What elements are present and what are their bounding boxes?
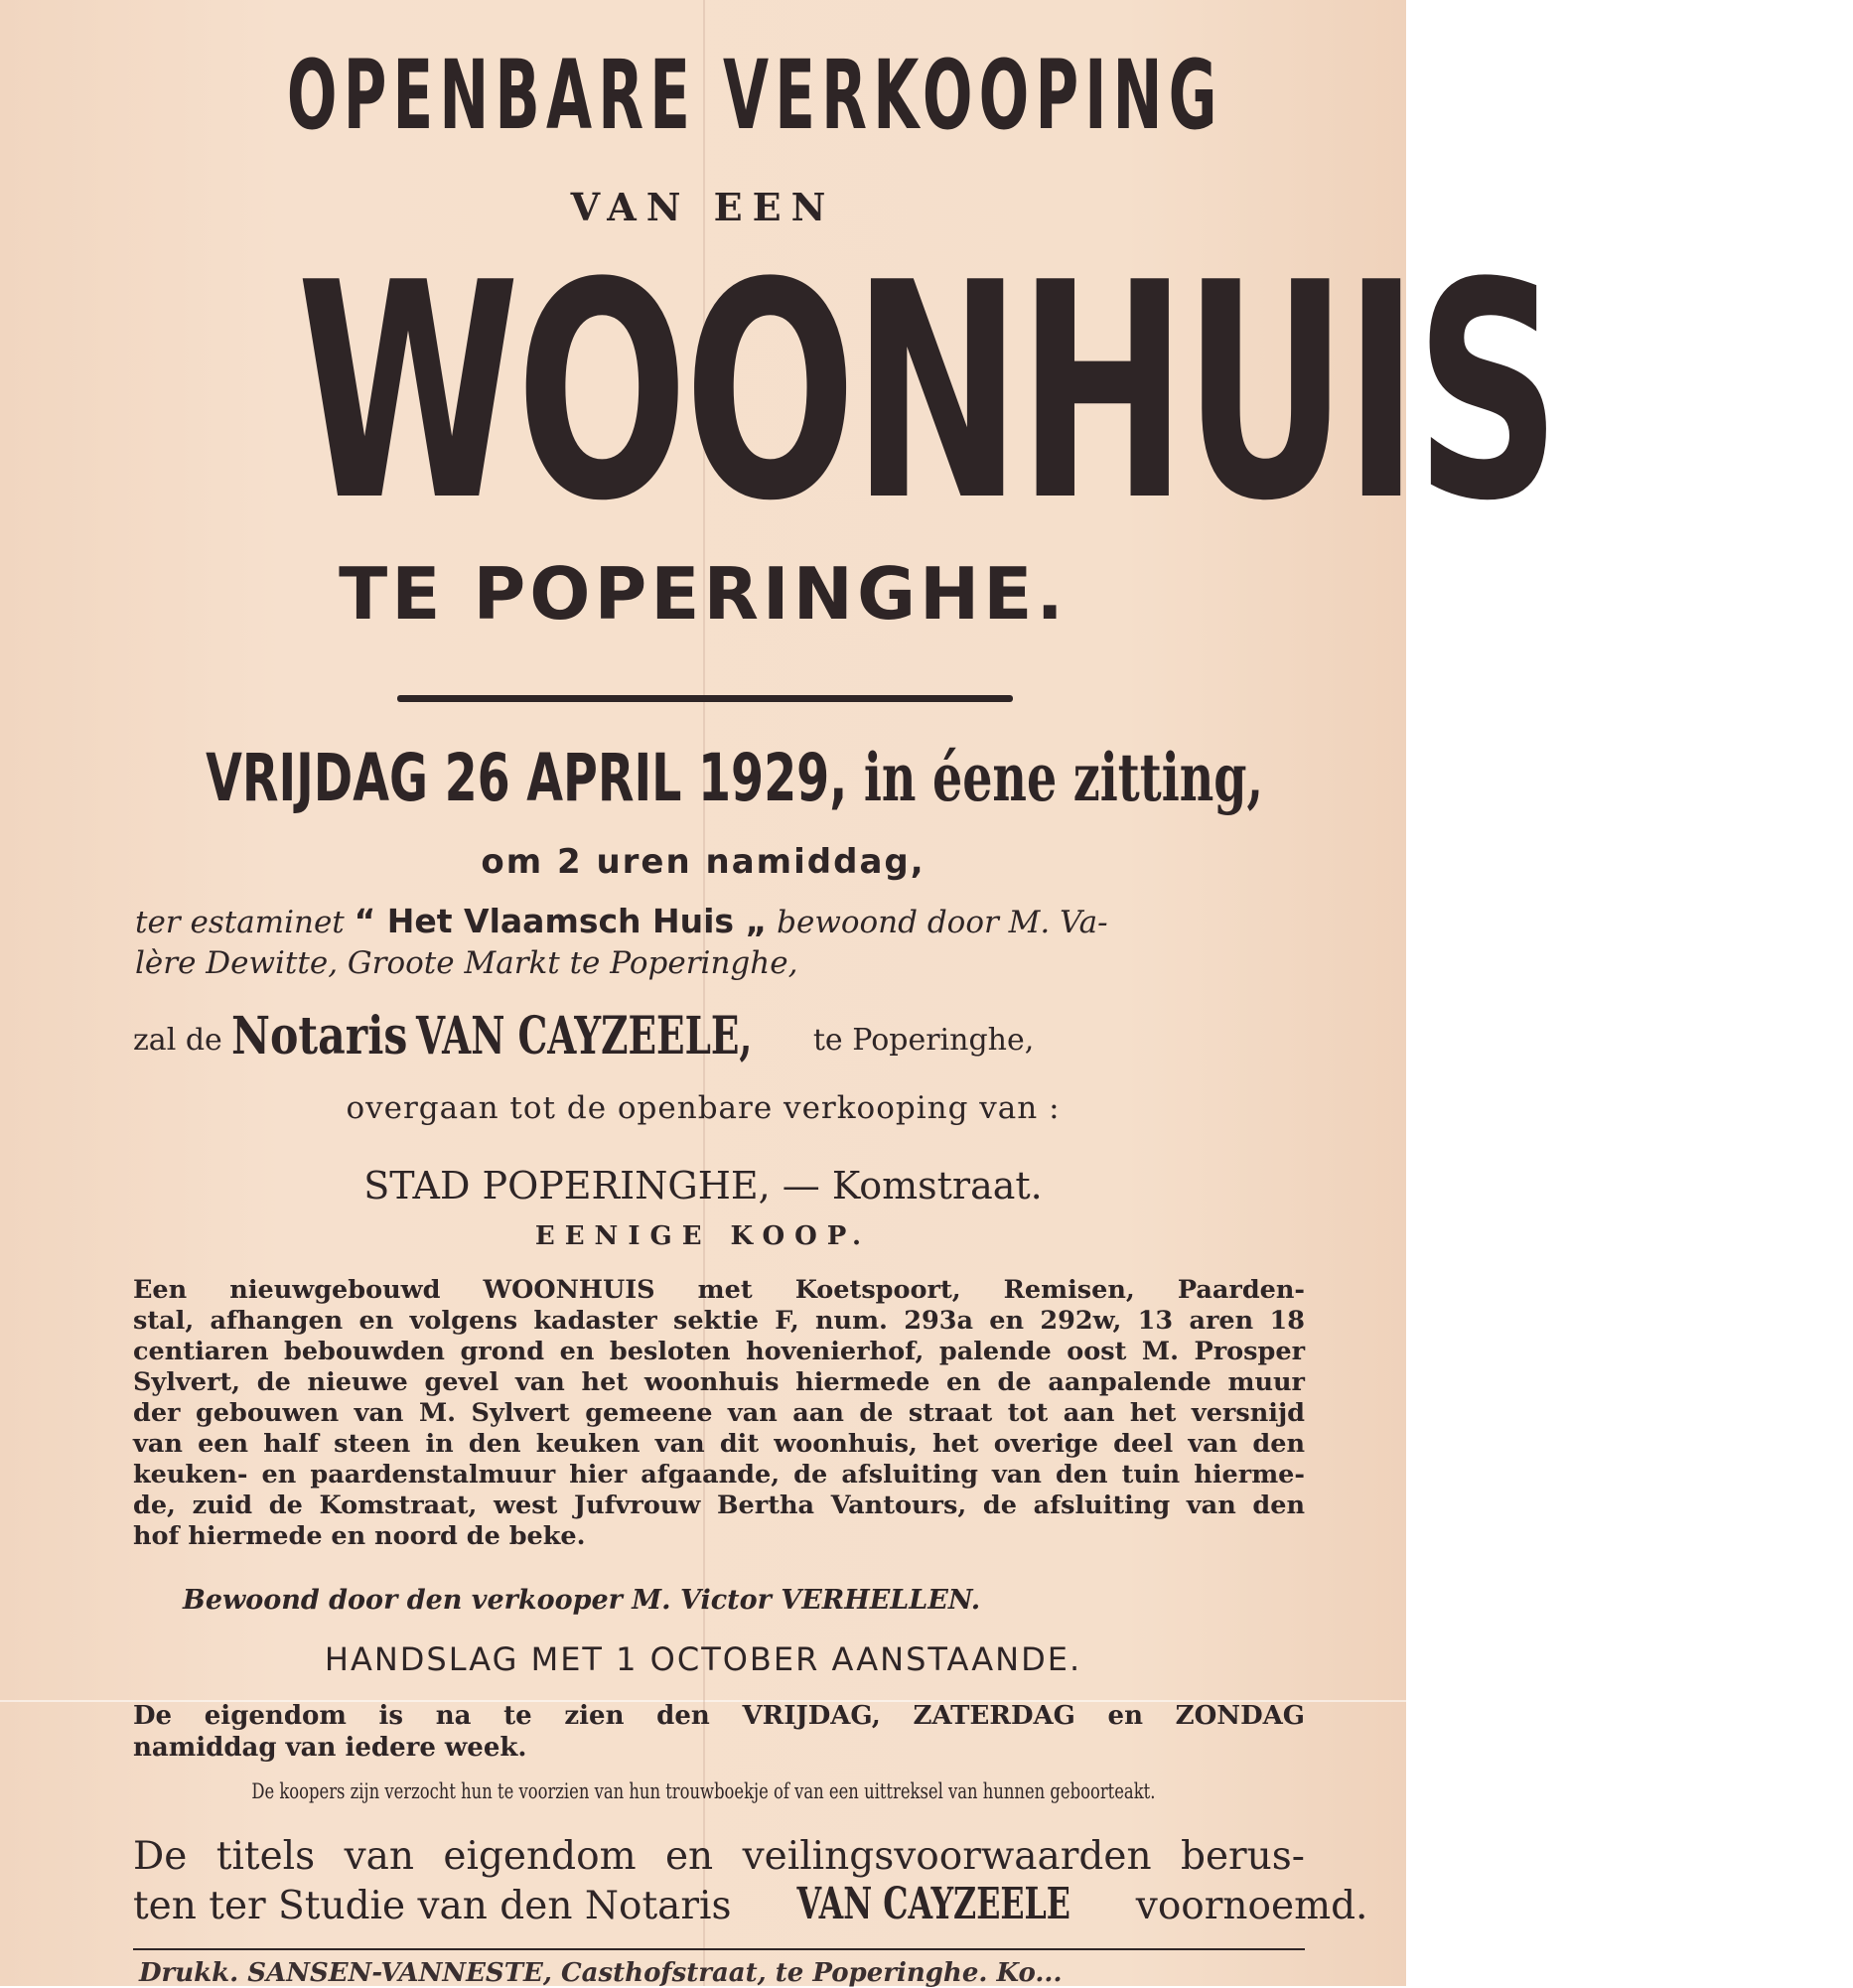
- heading-town: TE POPERINGHE.: [339, 552, 1068, 636]
- heading-public-sale: OPENBARE VERKOOPING: [286, 40, 1223, 151]
- inhabited-by: Bewoond door den verkooper M. Victor VERHELLEN.: [183, 1585, 981, 1616]
- description-line: van een half steen in den keuken van dit woonhuis, het overige deel van den: [133, 1429, 1305, 1459]
- venue-name: “ Het Vlaamsch Huis „: [354, 902, 768, 940]
- notary-title: Notaris: [231, 1006, 408, 1066]
- session-time: om 2 uren namiddag,: [481, 842, 926, 882]
- venue-line-1: ter estaminet “ Het Vlaamsch Huis „ bewoond door M. Va-: [135, 902, 1108, 940]
- description-line: centiaren bebouwden grond en besloten hovenierhof, palende oost M. Prosper: [133, 1337, 1305, 1366]
- handslag-date: HANDSLAG MET 1 OCTOBER AANSTAANDE.: [324, 1640, 1082, 1678]
- proceed-line: overgaan tot de openbare verkooping van :: [346, 1090, 1061, 1126]
- notary-name: VAN CAYZEELE,: [416, 1006, 753, 1066]
- sale-type: EENIGE KOOP.: [534, 1221, 872, 1251]
- description-line: Een nieuwgebouwd WOONHUIS met Koetspoort, Remisen, Paarden-: [133, 1275, 1305, 1305]
- viewing-times: De eigendom is na te zien den VRIJDAG, ZATERDAG en ZONDAG namiddag van iedere week.: [133, 1701, 1305, 1763]
- description-line: stal, afhangen en volgens kadaster sektie F, num. 293a en 292w, 13 aren 18: [133, 1306, 1305, 1336]
- property-description: [133, 1275, 1305, 1552]
- description-line: der gebouwen van M. Sylvert gemeene van aan de straat tot aan het versnijd: [133, 1398, 1305, 1428]
- buyers-note: De koopers zijn verzocht hun te voorzien van hun trouwboekje of van een uittreksel van hunnen geboorteakt.: [250, 1779, 1156, 1803]
- notary-line: zal de Notaris VAN CAYZEELE, te Poperinghe,: [133, 1006, 1035, 1066]
- heading-house: WOONHUIS: [296, 219, 1557, 566]
- notary-name-repeat: VAN CAYZEELE: [796, 1879, 1070, 1929]
- venue-line-2: lère Dewitte, Groote Markt te Poperinghe,: [135, 945, 798, 981]
- scan-margin: [1835, 0, 1853, 1986]
- session-date: VRIJDAG 26 APRIL 1929, in éene zitting,: [206, 739, 1264, 816]
- footer-rule: [133, 1948, 1305, 1950]
- heading-of-a: VAN EEN: [570, 185, 836, 229]
- description-line: Sylvert, de nieuwe gevel van het woonhuis hiermede en de aanpalende muur: [133, 1367, 1305, 1397]
- description-line: de, zuid de Komstraat, west Jufvrouw Bertha Vantours, de afsluiting van den: [133, 1491, 1305, 1520]
- description-line: hof hiermede en noord de beke.: [133, 1521, 586, 1551]
- titles-note: De titels van eigendom en veilingsvoorwaarden berus- ten ter Studie van den Notaris VAN CAYZEELE voornoemd.: [133, 1834, 1368, 1929]
- description-line: keuken- en paardenstalmuur hier afgaande, de afsluiting van den tuin hierme-: [133, 1460, 1305, 1490]
- property-location: STAD POPERINGHE, — Komstraat.: [363, 1164, 1043, 1207]
- printer-imprint: Drukk. SANSEN-VANNESTE, Casthofstraat, te Poperinghe. Ko...: [139, 1958, 1063, 1988]
- divider-rule: [397, 695, 1013, 702]
